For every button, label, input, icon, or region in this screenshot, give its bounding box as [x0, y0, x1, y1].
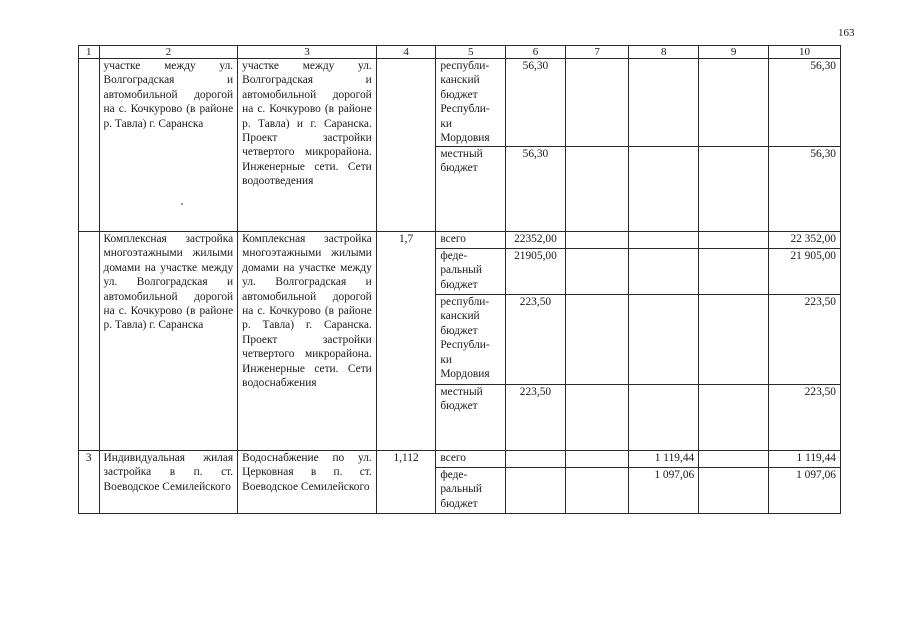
- capacity-cell: [376, 59, 436, 232]
- amount-col6: [506, 468, 566, 514]
- row-number-cell: 3: [79, 451, 100, 514]
- amount-col9: [699, 147, 769, 232]
- object-name-cell: Индивидуальная жилая застройка в п. ст. Воеводское Семилейского: [99, 451, 238, 514]
- total-col10: 22 352,00: [769, 232, 841, 249]
- amount-col6: 56,30: [506, 147, 566, 232]
- amount-col9: [699, 451, 769, 468]
- amount-col9: [699, 295, 769, 385]
- amount-col7: [565, 295, 629, 385]
- row-number-cell: [79, 232, 100, 451]
- funding-source-cell: всего: [436, 232, 506, 249]
- total-col10: 21 905,00: [769, 249, 841, 295]
- funding-source-cell: местный бюджет: [436, 385, 506, 451]
- funding-source-cell: местный бюджет: [436, 147, 506, 232]
- capacity-cell: 1,7: [376, 232, 436, 451]
- amount-col7: [565, 249, 629, 295]
- amount-col8: [629, 232, 699, 249]
- total-col10: 1 119,44: [769, 451, 841, 468]
- amount-col6: 21905,00: [506, 249, 566, 295]
- amount-col6: 22352,00: [506, 232, 566, 249]
- page-number: 163: [838, 27, 855, 39]
- amount-col7: [565, 147, 629, 232]
- amount-col7: [565, 385, 629, 451]
- amount-col8: 1 097,06: [629, 468, 699, 514]
- column-number: 1: [79, 46, 100, 59]
- total-col10: 1 097,06: [769, 468, 841, 514]
- total-col10: 223,50: [769, 385, 841, 451]
- column-number: 7: [565, 46, 629, 59]
- amount-col9: [699, 232, 769, 249]
- amount-col8: [629, 147, 699, 232]
- amount-col7: [565, 59, 629, 147]
- object-name-cell: Комплексная застройка многоэтажными жилыми домами на участке между ул. Волгоградская и автомобильной дорогой на с. Кочкурово (в районе р. Тавла) г. Саранска: [99, 232, 238, 451]
- amount-col6: 223,50: [506, 295, 566, 385]
- amount-col9: [699, 249, 769, 295]
- column-number: 6: [506, 46, 566, 59]
- column-number-row: [79, 46, 841, 59]
- amount-col9: [699, 468, 769, 514]
- row-number-cell: [79, 59, 100, 232]
- amount-col6: 56,30: [506, 59, 566, 147]
- amount-col8: [629, 295, 699, 385]
- column-number: 2: [99, 46, 238, 59]
- table-row: [79, 451, 841, 468]
- funding-source-cell: всего: [436, 451, 506, 468]
- object-name-cell: участке между ул. Волгоградская и автомобильной дорогой на с. Кочкурово (в районе р. Тавла) г. Саранска: [99, 59, 238, 232]
- amount-col6: 223,50: [506, 385, 566, 451]
- column-number: 5: [436, 46, 506, 59]
- amount-col8: [629, 385, 699, 451]
- total-col10: 56,30: [769, 59, 841, 147]
- amount-col6: [506, 451, 566, 468]
- amount-col7: [565, 232, 629, 249]
- financing-table: [78, 45, 841, 514]
- capacity-cell: 1,112: [376, 451, 436, 514]
- funding-source-cell: феде-ральный бюджет: [436, 468, 506, 514]
- project-description-cell: участке между ул. Волгоградская и автомобильной дорогой на с. Кочкурово (в районе р. Тавла) и г. Саранска. Проект застройки четвертого микрорайона. Инженерные сети. Сети водоотведения: [238, 59, 377, 232]
- amount-col8: [629, 249, 699, 295]
- funding-source-cell: феде-ральный бюджет: [436, 249, 506, 295]
- funding-source-cell: республи-канский бюджет Республи-ки Мордовия: [436, 59, 506, 147]
- total-col10: 56,30: [769, 147, 841, 232]
- project-description-cell: Комплексная застройка многоэтажными жилыми домами на участке между ул. Волгоградская и автомобильной дорогой на с. Кочкурово (в районе р. Тавла) г. Саранска. Проект застройки четвертого микрорайона. Инженерные сети. Сети водоснабжения: [238, 232, 377, 451]
- funding-source-cell: республи-канский бюджет Республи-ки Мордовия: [436, 295, 506, 385]
- column-number: 9: [699, 46, 769, 59]
- project-description-cell: Водоснабжение по ул. Церковная в п. ст. Воеводское Семилейского: [238, 451, 377, 514]
- column-number: 8: [629, 46, 699, 59]
- amount-col9: [699, 59, 769, 147]
- amount-col8: [629, 59, 699, 147]
- amount-col9: [699, 385, 769, 451]
- amount-col8: 1 119,44: [629, 451, 699, 468]
- column-number: 3: [238, 46, 377, 59]
- amount-col7: [565, 451, 629, 468]
- table-row: [79, 59, 841, 147]
- amount-col7: [565, 468, 629, 514]
- column-number: 4: [376, 46, 436, 59]
- column-number: 10: [769, 46, 841, 59]
- total-col10: 223,50: [769, 295, 841, 385]
- table-row: [79, 232, 841, 249]
